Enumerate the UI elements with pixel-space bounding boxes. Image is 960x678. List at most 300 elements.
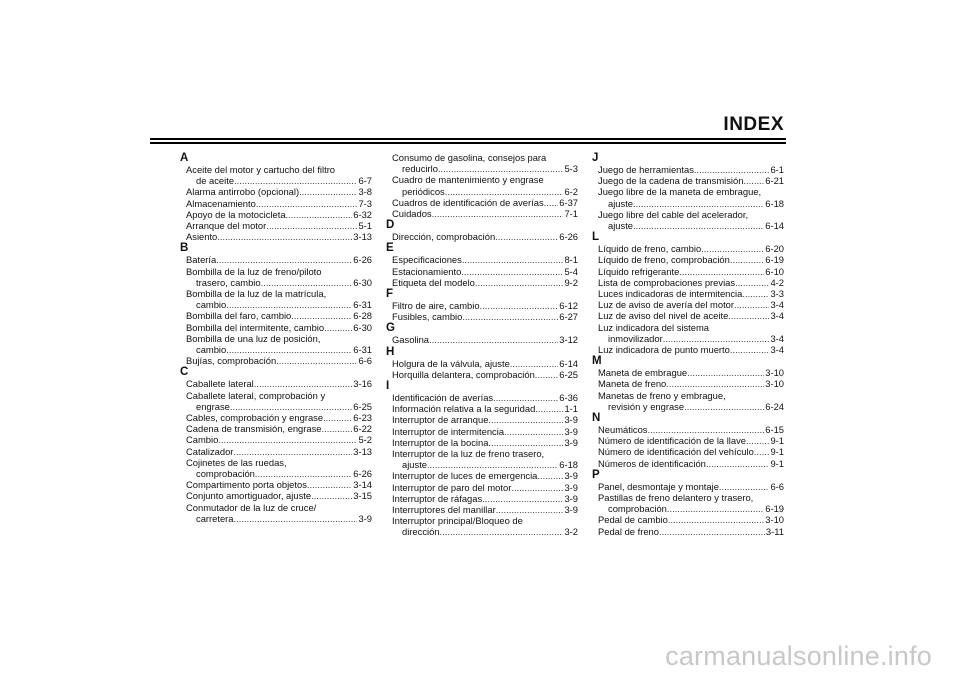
index-entry[interactable] — [386, 470, 578, 481]
index-section — [386, 152, 578, 219]
entry-line — [598, 299, 784, 310]
entry-line — [598, 458, 784, 469]
index-entry[interactable] — [180, 209, 372, 220]
index-entry[interactable] — [592, 243, 784, 254]
entry-text: Interruptor de la luz de freno trasero, — [392, 448, 545, 460]
index-entry[interactable] — [386, 231, 578, 242]
index-entry[interactable] — [386, 482, 578, 493]
entry-line — [392, 311, 578, 322]
entry-text: Bombilla de la luz de freno/piloto — [186, 265, 322, 277]
dot-leader — [311, 490, 352, 501]
entry-text: Interruptor principal/Bloqueo de — [392, 515, 523, 527]
index-entry[interactable] — [592, 367, 784, 378]
entry-line — [392, 493, 578, 504]
dot-leader — [218, 434, 357, 445]
entry-text: Bombilla del intermitente, cambio — [186, 321, 325, 333]
entry-line — [598, 378, 784, 389]
entry-text: Holgura de la válvula, ajuste — [392, 357, 510, 369]
page-number: 5-1 — [358, 220, 372, 232]
entry-line — [186, 322, 372, 333]
index-column-1 — [180, 152, 372, 524]
entry-line — [598, 322, 784, 333]
page-number: 3-9 — [358, 512, 372, 524]
index-entry[interactable] — [180, 423, 372, 434]
index-entry[interactable] — [180, 231, 372, 242]
entry-text: Batería — [186, 254, 217, 266]
index-section — [386, 346, 578, 380]
page-number: 3-4 — [770, 299, 784, 311]
entry-text: Gasolina — [392, 334, 430, 346]
page-number: 8-1 — [564, 254, 578, 266]
index-entry[interactable] — [180, 310, 372, 321]
entry-line — [392, 470, 578, 481]
page-number: 6-24 — [765, 400, 784, 412]
entry-text: Panel, desmontaje y montaje — [598, 480, 719, 492]
entry-text: Números de identificación — [598, 457, 706, 469]
index-entry[interactable] — [386, 493, 578, 504]
entry-line — [186, 468, 372, 479]
dot-leader — [427, 459, 558, 470]
index-entry[interactable] — [386, 448, 578, 470]
entry-line — [392, 526, 578, 537]
entry-text: Conmutador de la luz de cruce/ — [186, 501, 317, 513]
dot-leader — [511, 482, 563, 493]
entry-line — [392, 152, 578, 163]
dot-leader — [216, 254, 352, 265]
index-entry[interactable] — [592, 175, 784, 186]
entry-text: comprobación — [196, 468, 255, 480]
page-number: 6-1 — [770, 164, 784, 175]
index-entry[interactable] — [386, 414, 578, 425]
index-entry[interactable] — [592, 446, 784, 457]
index-entry[interactable] — [592, 209, 784, 231]
index-entry[interactable] — [386, 334, 578, 345]
index-entry[interactable] — [592, 378, 784, 389]
page-number: 3-15 — [353, 490, 372, 502]
entry-line — [392, 334, 578, 345]
entry-line — [598, 401, 784, 412]
page-number: 9-1 — [770, 446, 784, 458]
entry-line — [392, 426, 578, 437]
entry-text: Líquido de freno, cambio — [598, 243, 702, 255]
section-letter: C — [180, 366, 189, 379]
dot-leader — [432, 208, 564, 219]
index-entry[interactable] — [592, 266, 784, 277]
entry-line — [186, 513, 372, 524]
dot-leader — [701, 243, 764, 254]
entry-text: Interruptor de la bocina — [392, 436, 489, 448]
index-section — [386, 219, 578, 242]
entry-line — [186, 310, 372, 321]
entry-text: Pedal de freno — [598, 525, 659, 537]
index-entry[interactable] — [180, 378, 372, 389]
page-number: 6-31 — [353, 344, 372, 356]
index-section — [592, 231, 784, 355]
entry-line — [598, 266, 784, 277]
entry-text: Filtro de aire, cambio — [392, 300, 480, 312]
entry-line — [186, 288, 372, 299]
index-entry[interactable] — [180, 502, 372, 524]
dot-leader — [234, 513, 358, 524]
entry-text: Interruptor de luces de emergencia — [392, 470, 538, 482]
index-section — [386, 380, 578, 538]
entry-text: Juego de herramientas — [598, 164, 694, 175]
index-entry[interactable] — [180, 266, 372, 288]
page-number: 6-15 — [765, 424, 784, 436]
page-number: 3-10 — [765, 514, 784, 526]
index-section — [386, 322, 578, 345]
index-entry[interactable] — [180, 479, 372, 490]
entry-text: Juego libre del cable del acelerador, — [598, 208, 749, 220]
entry-text: Caballete lateral, comprobación y — [186, 389, 326, 401]
entry-line — [392, 504, 578, 515]
entry-line — [186, 175, 372, 186]
index-entry[interactable] — [386, 311, 578, 322]
entry-line — [186, 401, 372, 412]
entry-text: Juego libre de la maneta de embrague, — [598, 186, 762, 198]
entry-line — [392, 300, 578, 311]
entry-line — [186, 209, 372, 220]
entry-line — [598, 424, 784, 435]
entry-line — [186, 277, 372, 288]
dot-leader — [440, 526, 564, 537]
section-letter: A — [180, 152, 189, 164]
entry-text: Interruptor de ráfagas — [392, 492, 483, 504]
dot-leader — [496, 504, 564, 515]
entry-line — [598, 481, 784, 492]
dot-leader — [226, 344, 352, 355]
index-entry[interactable] — [386, 266, 578, 277]
entry-line — [186, 344, 372, 355]
index-entry[interactable] — [180, 254, 372, 265]
index-entry[interactable] — [180, 434, 372, 445]
entry-text: Bombilla de la luz de la matrícula, — [186, 288, 327, 300]
index-entry[interactable] — [592, 390, 784, 412]
dot-leader — [324, 322, 352, 333]
index-entry[interactable] — [592, 514, 784, 525]
page-number: 3-10 — [765, 367, 784, 379]
entry-line — [598, 288, 784, 299]
index-entry[interactable] — [592, 344, 784, 355]
page-number: 3-10 — [765, 378, 784, 390]
header-rule-bottom — [150, 142, 786, 144]
page-number: 6-14 — [765, 220, 784, 232]
entry-text: Interruptor de arranque — [392, 414, 489, 426]
entry-text: Especificaciones — [392, 254, 462, 266]
entry-line — [392, 277, 578, 288]
entry-line — [392, 266, 578, 277]
entry-text: Información relativa a la seguridad — [392, 403, 536, 415]
index-entry[interactable] — [386, 208, 578, 219]
dot-leader — [687, 367, 764, 378]
index-entry[interactable] — [592, 435, 784, 446]
index-entry[interactable] — [386, 426, 578, 437]
page-number: 6-30 — [353, 276, 372, 288]
index-entry[interactable] — [180, 198, 372, 209]
index-entry[interactable] — [386, 152, 578, 174]
entry-text: engrase — [196, 400, 230, 412]
index-entry[interactable] — [592, 322, 784, 344]
index-entry[interactable] — [180, 446, 372, 457]
index-entry[interactable] — [386, 358, 578, 369]
entry-line — [598, 503, 784, 514]
page-number: 6-6 — [770, 480, 784, 492]
dot-leader — [728, 310, 769, 321]
index-entry[interactable] — [386, 392, 578, 403]
entry-line — [598, 164, 784, 175]
page-number: 5-2 — [358, 434, 372, 446]
entry-text: Lista de comprobaciones previas — [598, 276, 736, 288]
dot-leader — [730, 254, 764, 265]
entry-text: Número de identificación del vehículo — [598, 446, 754, 458]
entry-line — [392, 208, 578, 219]
index-entry[interactable] — [386, 515, 578, 537]
page-number: 3-9 — [564, 414, 578, 426]
dot-leader — [255, 468, 352, 479]
entry-text: Aceite del motor y cartucho del filtro — [186, 164, 336, 175]
entry-text: Cuidados — [392, 208, 432, 220]
entry-line — [598, 492, 784, 503]
entry-text: Luz indicadora del sistema — [598, 321, 709, 333]
index-section — [592, 469, 784, 537]
entry-line — [598, 367, 784, 378]
index-entry[interactable] — [180, 490, 372, 501]
index-entry[interactable] — [180, 390, 372, 412]
entry-line — [598, 175, 784, 186]
index-entry[interactable] — [592, 458, 784, 469]
entry-text: Cables, comprobación y engrase — [186, 412, 324, 424]
index-entry[interactable] — [386, 369, 578, 380]
dot-leader — [495, 231, 558, 242]
dot-leader — [299, 186, 357, 197]
entry-text: Bombilla del faro, cambio — [186, 310, 292, 322]
entry-line — [392, 174, 578, 185]
index-entry[interactable] — [180, 333, 372, 355]
index-entry[interactable] — [386, 403, 578, 414]
entry-text: Luz de aviso de avería del motor — [598, 299, 735, 311]
entry-text: cambio — [196, 299, 227, 311]
dot-leader — [535, 369, 558, 380]
entry-line — [186, 266, 372, 277]
page-number: 3-12 — [559, 334, 578, 346]
watermark-text[interactable]: carmanualsonline.info — [665, 641, 932, 671]
dot-leader — [667, 503, 764, 514]
entry-line — [598, 277, 784, 288]
entry-text: Apoyo de la motocicleta — [186, 208, 286, 220]
page-number: 6-18 — [765, 197, 784, 209]
index-section — [386, 288, 578, 322]
dot-leader — [666, 378, 764, 389]
entry-text: Cuadros de identificación de averías — [392, 196, 544, 208]
index-entry[interactable] — [386, 277, 578, 288]
dot-leader — [233, 446, 352, 457]
entry-text: Consumo de gasolina, consejos para — [392, 152, 547, 163]
entry-text: Interruptor de intermitencia — [392, 425, 505, 437]
page-number: 6-25 — [353, 400, 372, 412]
entry-text: Fusibles, cambio — [392, 311, 463, 323]
page-number: 3-9 — [564, 436, 578, 448]
section-letter: I — [386, 380, 390, 393]
index-entry[interactable] — [592, 492, 784, 514]
dot-leader — [742, 288, 769, 299]
index-entry[interactable] — [592, 310, 784, 321]
entry-text: Interruptor de paro del motor — [392, 481, 512, 493]
dot-leader — [462, 254, 564, 265]
page-number: 6-18 — [559, 459, 578, 471]
index-section — [180, 152, 372, 242]
entry-text: Almacenamiento — [186, 197, 256, 209]
entry-line — [392, 369, 578, 380]
index-section — [180, 242, 372, 366]
entry-text: Cojinetes de las ruedas, — [186, 456, 287, 468]
page-number: 9-1 — [770, 457, 784, 469]
entry-text: de aceite — [196, 175, 235, 187]
page-number: 6-30 — [353, 321, 372, 333]
section-letter: N — [592, 412, 601, 425]
entry-text: Dirección, comprobación — [392, 231, 496, 243]
page-number: 3-16 — [353, 378, 372, 390]
index-entry[interactable] — [180, 186, 372, 197]
entry-text: Manetas de freno y embrague, — [598, 389, 726, 401]
index-entry[interactable] — [180, 412, 372, 423]
dot-leader — [633, 198, 764, 209]
index-entry[interactable] — [386, 437, 578, 448]
index-entry[interactable] — [592, 164, 784, 175]
dot-leader — [735, 277, 769, 288]
page-number: 3-9 — [564, 481, 578, 493]
page-number: 3-9 — [564, 504, 578, 516]
entry-text: Bombilla de una luz de posición, — [186, 332, 321, 344]
page-number: 6-22 — [353, 423, 372, 435]
entry-text: Neumáticos — [598, 424, 648, 436]
page-number: 3-4 — [770, 310, 784, 322]
entry-line — [392, 231, 578, 242]
dot-leader — [754, 446, 770, 457]
page-number: 9-2 — [564, 276, 578, 288]
dot-leader — [480, 300, 559, 311]
entry-text: ajuste — [402, 459, 428, 471]
index-column-3 — [592, 152, 784, 537]
entry-line — [598, 243, 784, 254]
page-number: 6-26 — [353, 254, 372, 266]
entry-text: revisión y engrase — [608, 400, 685, 412]
page-number: 6-6 — [358, 355, 372, 367]
index-entry[interactable] — [386, 254, 578, 265]
index-entry[interactable] — [592, 299, 784, 310]
page-number: 4-2 — [770, 276, 784, 288]
entry-line — [186, 457, 372, 468]
index-entry[interactable] — [592, 254, 784, 265]
dot-leader — [706, 458, 770, 469]
dot-leader — [322, 423, 353, 434]
page-number: 6-23 — [353, 412, 372, 424]
dot-leader — [475, 277, 564, 288]
page-number: 3-4 — [770, 344, 784, 356]
index-entry[interactable] — [180, 457, 372, 479]
index-entry[interactable] — [592, 277, 784, 288]
entry-line — [186, 186, 372, 197]
entry-line — [392, 163, 578, 174]
entry-line — [598, 333, 784, 344]
entry-line — [392, 448, 578, 459]
page-number: 6-26 — [353, 468, 372, 480]
dot-leader — [438, 163, 563, 174]
dot-leader — [679, 266, 764, 277]
entry-text: Asiento — [186, 231, 218, 243]
entry-text: Estacionamiento — [392, 265, 462, 277]
entry-text: Líquido de freno, comprobación — [598, 254, 730, 266]
entry-line — [392, 515, 578, 526]
page-number: 6-12 — [559, 300, 578, 312]
entry-line — [392, 482, 578, 493]
page-number: 6-36 — [559, 392, 578, 404]
index-section — [592, 152, 784, 231]
entry-text: Cambio — [186, 434, 219, 446]
index-section — [180, 366, 372, 524]
entry-line — [598, 390, 784, 401]
entry-text: Alarma antirrobo (opcional) — [186, 186, 300, 198]
entry-line — [186, 446, 372, 457]
index-entry[interactable] — [180, 164, 372, 186]
page-number: 6-19 — [765, 254, 784, 266]
index-entry[interactable] — [592, 481, 784, 492]
entry-line — [598, 220, 784, 231]
page-number: 3-9 — [564, 492, 578, 504]
entry-line — [598, 254, 784, 265]
dot-leader — [734, 299, 769, 310]
entry-line — [392, 186, 578, 197]
entry-text: Horquilla delantera, comprobación — [392, 368, 535, 380]
dot-leader — [668, 514, 764, 525]
entry-text: periódicos — [402, 185, 445, 197]
dot-leader — [633, 220, 764, 231]
page-number: 1-1 — [564, 403, 578, 415]
index-entry[interactable] — [592, 186, 784, 208]
entry-line — [392, 197, 578, 208]
index-entry[interactable] — [180, 355, 372, 366]
page-number: 3-9 — [564, 470, 578, 482]
index-entry[interactable] — [180, 322, 372, 333]
entry-line — [392, 437, 578, 448]
entry-text: Catalizador — [186, 445, 234, 457]
index-entry[interactable] — [386, 300, 578, 311]
index-column-2 — [386, 152, 578, 538]
index-entry[interactable] — [180, 288, 372, 310]
dot-leader — [510, 358, 558, 369]
index-entry[interactable] — [386, 174, 578, 196]
entry-text: Pastillas de freno delantero y trasero, — [598, 492, 754, 504]
dot-leader — [746, 435, 769, 446]
index-entry[interactable] — [592, 424, 784, 435]
entry-line — [186, 220, 372, 231]
entry-line — [186, 254, 372, 265]
entry-line — [392, 254, 578, 265]
section-letter: H — [386, 345, 395, 358]
index-entry[interactable] — [386, 504, 578, 515]
entry-line — [392, 459, 578, 470]
index-entry[interactable] — [180, 220, 372, 231]
index-entry[interactable] — [592, 288, 784, 299]
index-entry[interactable] — [592, 526, 784, 537]
page-number: 3-11 — [765, 525, 784, 537]
entry-line — [186, 164, 372, 175]
entry-text: Luz indicadora de punto muerto — [598, 344, 730, 356]
entry-text: Luces indicadoras de intermitencia — [598, 288, 743, 300]
index-entry[interactable] — [386, 197, 578, 208]
entry-line — [392, 358, 578, 369]
entry-line — [186, 333, 372, 344]
page-number: 9-1 — [770, 435, 784, 447]
